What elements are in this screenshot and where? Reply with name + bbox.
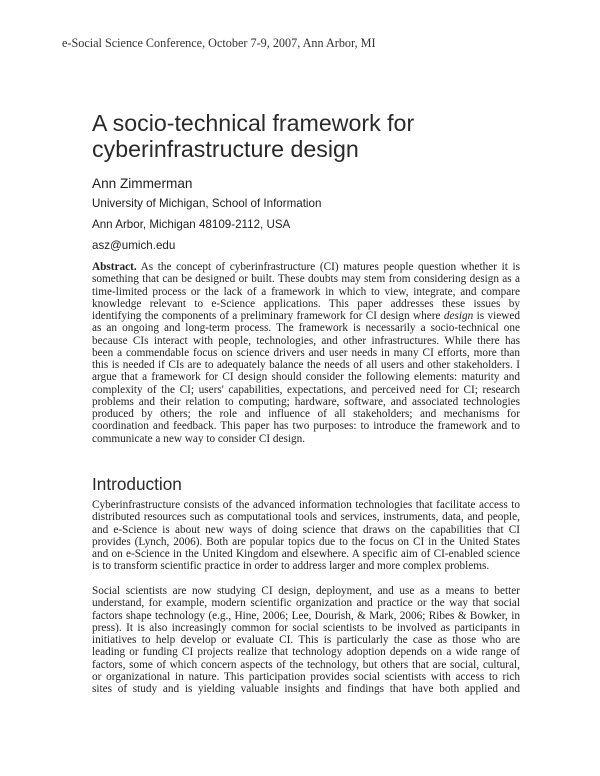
- paragraph-line: Social scientists are now studying CI design, deployment, and use as a means to better: [92, 585, 520, 597]
- abstract-line: been a commendable focus on science drivers and user needs in many CI efforts, more than: [92, 346, 520, 359]
- abstract-line: problems and their relation to computing; hardware, software, and associated technologies: [92, 395, 520, 408]
- paragraph-line: leading or funding CI projects realize that technology adoption depends on a wide range of: [92, 646, 520, 659]
- paragraph-line: press). It is also increasingly common for social scientists to be involved as participants in: [92, 621, 520, 634]
- abstract-line: coordination and feedback. This paper has two purposes: to introduce the framework and to: [92, 420, 520, 433]
- paragraph-line: Cyberinfrastructure consists of the advanced information technologies that facilitate access to: [92, 499, 520, 511]
- abstract-line: because CIs interact with people, technologies, and other infrastructures. While there has: [92, 334, 520, 347]
- title-line: A socio-technical framework for: [92, 110, 415, 136]
- paragraph-line: or organizational in nature. This participation provides social scientists with access to rich: [92, 670, 520, 683]
- abstract-line: complexity of the CI; users' capabilities, expectations, and perceived need for CI; research: [92, 383, 520, 396]
- emphasis-design: design: [443, 310, 474, 322]
- author-email: asz@umich.edu: [92, 239, 176, 252]
- abstract-line: communicate a new way to consider CI design.: [92, 432, 306, 445]
- paragraph-line: is to transform scientific practice in order to address larger and more complex problems.: [92, 560, 490, 573]
- abstract-line: as an ongoing and long-term process. The framework is necessarily a socio-technical one: [92, 322, 520, 335]
- title-line: cyberinfrastructure design: [92, 136, 359, 162]
- paragraph-line: sites of study and is yielding valuable insights and findings that have both applied and: [92, 683, 520, 695]
- abstract-text: As the concept of cyberinfrastructure (CI) matures people question whether it is: [136, 261, 520, 273]
- intro-paragraph-2: [92, 585, 520, 695]
- abstract-line: something that can be designed or built. These doubts may stem from considering design as a: [92, 273, 520, 286]
- paragraph-line: understand, for example, modern scientific organization and practice or the way that social: [92, 597, 520, 610]
- paragraph-line: provides (Lynch, 2006). Both are popular topics due to the focus on CI in the United States: [92, 535, 520, 548]
- section-heading-introduction: Introduction: [92, 474, 182, 494]
- affiliation-line: Ann Arbor, Michigan 48109-2112, USA: [92, 218, 291, 231]
- paragraph-line: factors, some of which concern aspects of the technology, but others that are social, cultural,: [92, 658, 520, 671]
- paper-title: [92, 110, 532, 162]
- author-name: Ann Zimmerman: [92, 176, 193, 191]
- affiliation-line: University of Michigan, School of Information: [92, 197, 322, 210]
- abstract-line: produced by others; the role and influence of all stakeholders; and mechanisms for: [92, 408, 520, 420]
- abstract: [92, 261, 520, 445]
- abstract-line: knowledge relevant to e-Science applications. This paper addresses these issues by: [92, 297, 520, 310]
- abstract-line: argue that a framework for CI design should consider the following elements: maturity and: [92, 371, 520, 384]
- paragraph-line: and e-Science is about new ways of doing science that draws on the capabilities that CI: [92, 523, 520, 536]
- abstract-line: this is needed if CIs are to adequately balance the needs of all users and other stakeholders. I: [92, 359, 520, 371]
- paragraph-line: factors shape technology (e.g., Hine, 2006; Lee, Dourish, & Mark, 2006; Ribes & Bowker, in: [92, 609, 520, 622]
- intro-paragraph-1: [92, 499, 520, 573]
- paragraph-line: and on e-Science in the United Kingdom and elsewhere. A specific aim of CI-enabled science: [92, 548, 520, 560]
- abstract-line: [92, 261, 520, 273]
- abstract-line: identifying the components of a preliminary framework for CI design where design is viewed: [92, 310, 520, 322]
- abstract-label: Abstract.: [92, 261, 137, 273]
- paragraph-line: initiatives to help develop or evaluate CI. This is particularly the case as those who are: [92, 634, 520, 646]
- running-head: e-Social Science Conference, October 7-9, 2007, Ann Arbor, MI: [62, 36, 376, 50]
- abstract-line: time-limited process or the lack of a framework in which to view, integrate, and compare: [92, 285, 520, 298]
- paragraph-line: distributed resources such as computational tools and services, instruments, data, and people,: [92, 511, 520, 524]
